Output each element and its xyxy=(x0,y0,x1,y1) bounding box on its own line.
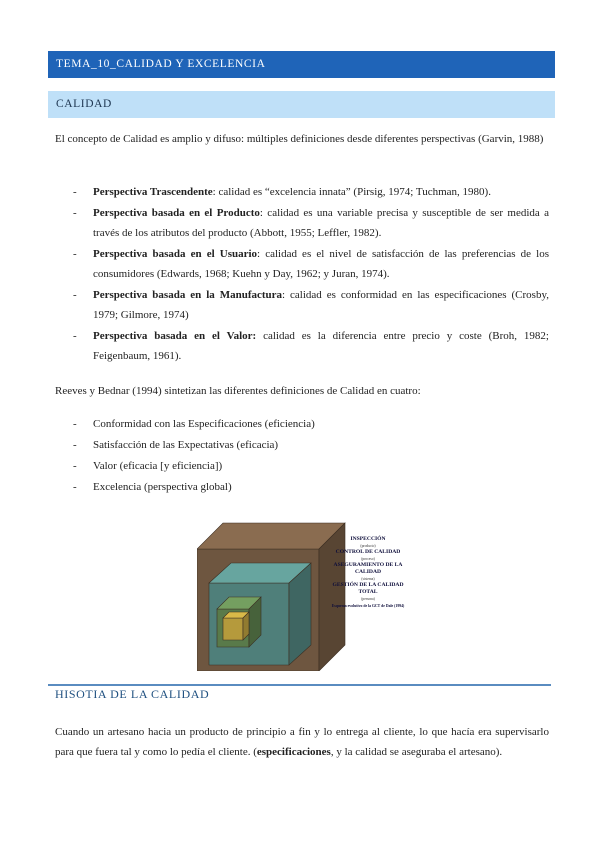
definition-item: - Conformidad con las Especificaciones (eficiencia) xyxy=(73,418,315,430)
definition-item: - Satisfacción de las Expectativas (eficacia) xyxy=(73,439,279,451)
perspective-name: Perspectiva basada en el Valor: xyxy=(93,330,257,342)
perspective-item: - Perspectiva Trascendente: calidad es “excelencia innata” (Pirsig, 1974; Tuchman, 1980). xyxy=(73,186,491,198)
perspective-name: Perspectiva basada en el Producto xyxy=(93,207,260,219)
definition-text: Excelencia (perspectiva global) xyxy=(93,481,232,493)
chapter-title: TEMA_10_CALIDAD Y EXCELENCIA xyxy=(56,58,266,70)
core-cube-front xyxy=(223,618,243,640)
chapter-title-banner xyxy=(48,51,555,78)
perspective-text: calidad es la diferencia entre precio y coste (Broh, 1982; Feigenbaum, 1961). xyxy=(93,330,549,362)
section-divider xyxy=(48,684,551,686)
perspective-text: : calidad es una variable precisa y susceptible de ser medida a través de los atributos del producto (Abbott, 1955; Leffler, 1982). xyxy=(93,207,549,239)
reeves-paragraph: Reeves y Bednar (1994) sintetizan las diferentes definiciones de Calidad en cuatro: xyxy=(55,385,421,397)
figure-label-control: CONTROL DE CALIDAD (proceso) xyxy=(335,549,401,561)
section-calidad-banner xyxy=(48,91,555,118)
figure-label-aseguramiento: ASEGURAMIENTO DE LA CALIDAD (sistema) xyxy=(333,562,403,581)
perspective-item: - Perspectiva basada en el Producto: calidad es una variable precisa y susceptible de ser medida a través de los atributos del producto (Abbott, 1955; Leffler, 1982). xyxy=(73,207,549,239)
definition-item: - Valor (eficacia [y eficiencia]) xyxy=(73,460,223,472)
figure-label-inspeccion: INSPECCIÓN (producto) xyxy=(350,536,386,548)
perspective-text: : calidad es “excelencia innata” (Pirsig, 1974; Tuchman, 1980). xyxy=(212,186,491,198)
definition-text: Satisfacción de las Expectativas (eficacia) xyxy=(93,439,279,451)
section-historia-title: HISOTIA DE LA CALIDAD xyxy=(55,687,210,701)
perspective-text: : calidad es el nivel de satisfacción de las preferencias de los consumidores (Edwards, 1968; Kuehn y Day, 1962; y Juran, 1974). xyxy=(93,248,549,280)
figure-label-gestion: GESTIÓN DE LA CALIDAD TOTAL (persona) xyxy=(332,582,404,601)
definition-item: - Excelencia (perspectiva global) xyxy=(73,481,232,493)
perspectives-list xyxy=(55,182,549,367)
definition-text: Conformidad con las Especificaciones (eficiencia) xyxy=(93,418,315,430)
figure-labels xyxy=(330,536,406,609)
history-paragraph: Cuando un artesano hacia un producto de principio a fin y lo entrega al cliente, lo que hacía era supervisarlo para que fuera tal y como lo pedía el cliente. (especificaciones, y la calidad se aseguraba el artesano). xyxy=(55,726,549,758)
intro-paragraph: El concepto de Calidad es amplio y difuso: múltiples definiciones desde diferentes perspectivas (Garvin, 1988) xyxy=(55,133,544,145)
perspective-text: : calidad es conformidad en las especificaciones (Crosby, 1979; Gilmore, 1974) xyxy=(93,289,549,321)
perspective-name: Perspectiva Trascendente xyxy=(93,186,213,198)
four-definitions-list xyxy=(55,414,549,498)
perspective-item: - Perspectiva basada en la Manufactura: calidad es conformidad en las especificaciones (Crosby, 1979; Gilmore, 1974) xyxy=(73,289,549,321)
perspective-item: - Perspectiva basada en el Usuario: calidad es el nivel de satisfacción de las preferencias de los consumidores (Edwards, 1968; Kuehn y Day, 1962; y Juran, 1974). xyxy=(73,248,549,280)
section-calidad-title: CALIDAD xyxy=(56,98,112,110)
figure-caption: Esquema evolutivo de la GCT de Dale (1994) xyxy=(331,604,405,608)
history-emphasis: especificaciones xyxy=(256,746,331,758)
perspective-name: Perspectiva basada en el Usuario xyxy=(93,248,258,260)
definition-text: Valor (eficacia [y eficiencia]) xyxy=(93,460,223,472)
perspective-name: Perspectiva basada en la Manufactura xyxy=(93,289,283,301)
perspective-item: - Perspectiva basada en el Valor: calidad es la diferencia entre precio y coste (Broh, 1982; Feigenbaum, 1961). xyxy=(73,330,549,362)
